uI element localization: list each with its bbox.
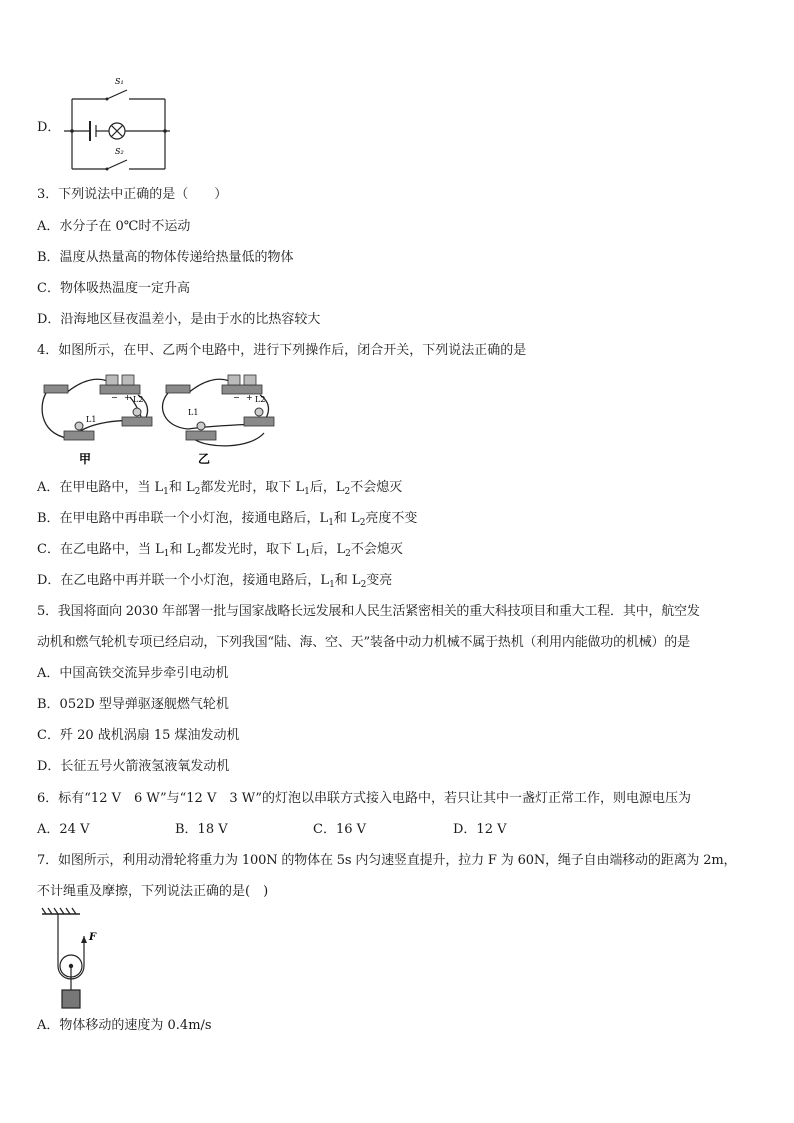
jia-lamp2-label: L2 bbox=[133, 395, 144, 404]
q5-stem-line2: 动机和燃气轮机专项已经启动，下列我国“陆、海、空、天”装备中动力机械不属于热机（利用内能做功的机械）的是 bbox=[37, 635, 690, 650]
svg-text:−: − bbox=[233, 393, 240, 402]
q5-option-d: D．长征五号火箭液氢液氧发动机 bbox=[37, 759, 230, 774]
q4-circuit-figures bbox=[38, 367, 278, 469]
switch-s1-label: S₁ bbox=[115, 77, 124, 86]
svg-text:+: + bbox=[246, 393, 253, 402]
q6-option-d: D．12 V bbox=[453, 822, 507, 837]
q4-option-b: B．在甲电路中再串联一个小灯泡，接通电路后，$L_1$和 $L_2$亮度不变 bbox=[37, 511, 418, 528]
svg-text:+: + bbox=[124, 393, 131, 402]
q3-option-b: B．温度从热量高的物体传递给热量低的物体 bbox=[37, 250, 294, 265]
q5-option-b: B．052D 型导弹驱逐舰燃气轮机 bbox=[37, 697, 229, 712]
q4-option-a: A．在甲电路中，当 $L_1$和 $L_2$都发光时，取下 $L_1$后，$L_2$不会熄灭 bbox=[37, 480, 403, 497]
q2-circuit-figure bbox=[60, 70, 175, 175]
switch-s2-label: S₂ bbox=[115, 147, 124, 156]
q6-option-a: A．24 V bbox=[37, 822, 90, 837]
q7-stem-line2: 不计绳重及摩擦，下列说法正确的是( ) bbox=[37, 884, 269, 899]
q6-option-c: C．16 V bbox=[313, 822, 367, 837]
q3-option-d: D．沿海地区昼夜温差小，是由于水的比热容较大 bbox=[37, 312, 321, 327]
q5-option-c: C．歼 20 战机涡扇 15 煤油发动机 bbox=[37, 728, 240, 743]
q7-pulley-figure bbox=[38, 906, 108, 1014]
q3-option-c: C．物体吸热温度一定升高 bbox=[37, 281, 190, 296]
q6-stem: 6．标有“12 V 6 W”与“12 V 3 W”的灯泡以串联方式接入电路中，若只让其中一盏灯正常工作，则电源电压为 bbox=[37, 791, 691, 806]
svg-text:−: − bbox=[111, 393, 118, 402]
q6-option-b: B．18 V bbox=[175, 822, 228, 837]
q4-stem: 4．如图所示，在甲、乙两个电路中，进行下列操作后，闭合开关，下列说法正确的是 bbox=[37, 343, 527, 358]
figure-label-yi: 乙 bbox=[198, 452, 211, 466]
q7-stem-line1: 7．如图所示，利用动滑轮将重力为 100N 的物体在 5s 内匀速竖直提升，拉力 F 为 60N，绳子自由端移动的距离为 2m， bbox=[37, 853, 737, 868]
yi-lamp2-label: L2 bbox=[255, 395, 266, 404]
figure-label-jia: 甲 bbox=[79, 452, 92, 466]
yi-lamp1-label: L1 bbox=[188, 408, 199, 417]
jia-lamp1-label: L1 bbox=[86, 415, 97, 424]
q5-option-a: A．中国高铁交流异步牵引电动机 bbox=[37, 666, 229, 681]
q4-option-d: D．在乙电路中再并联一个小灯泡，接通电路后，$L_1$和 $L_2$变亮 bbox=[37, 573, 393, 590]
force-label: F bbox=[89, 932, 97, 943]
q2-option-d-label: D． bbox=[37, 120, 61, 135]
q7-option-a: A．物体移动的速度为 0.4m/s bbox=[37, 1018, 212, 1033]
q4-option-c: C．在乙电路中，当 $L_1$和 $L_2$都发光时，取下 $L_1$后，$L_2$不会熄灭 bbox=[37, 542, 403, 559]
q3-stem: 3．下列说法中正确的是（ ） bbox=[37, 187, 228, 202]
q3-option-a: A．水分子在 0℃时不运动 bbox=[37, 219, 191, 234]
q5-stem-line1: 5．我国将面向 2030 年部署一批与国家战略长远发展和人民生活紧密相关的重大科技项目和重大工程．其中，航空发 bbox=[37, 604, 700, 619]
